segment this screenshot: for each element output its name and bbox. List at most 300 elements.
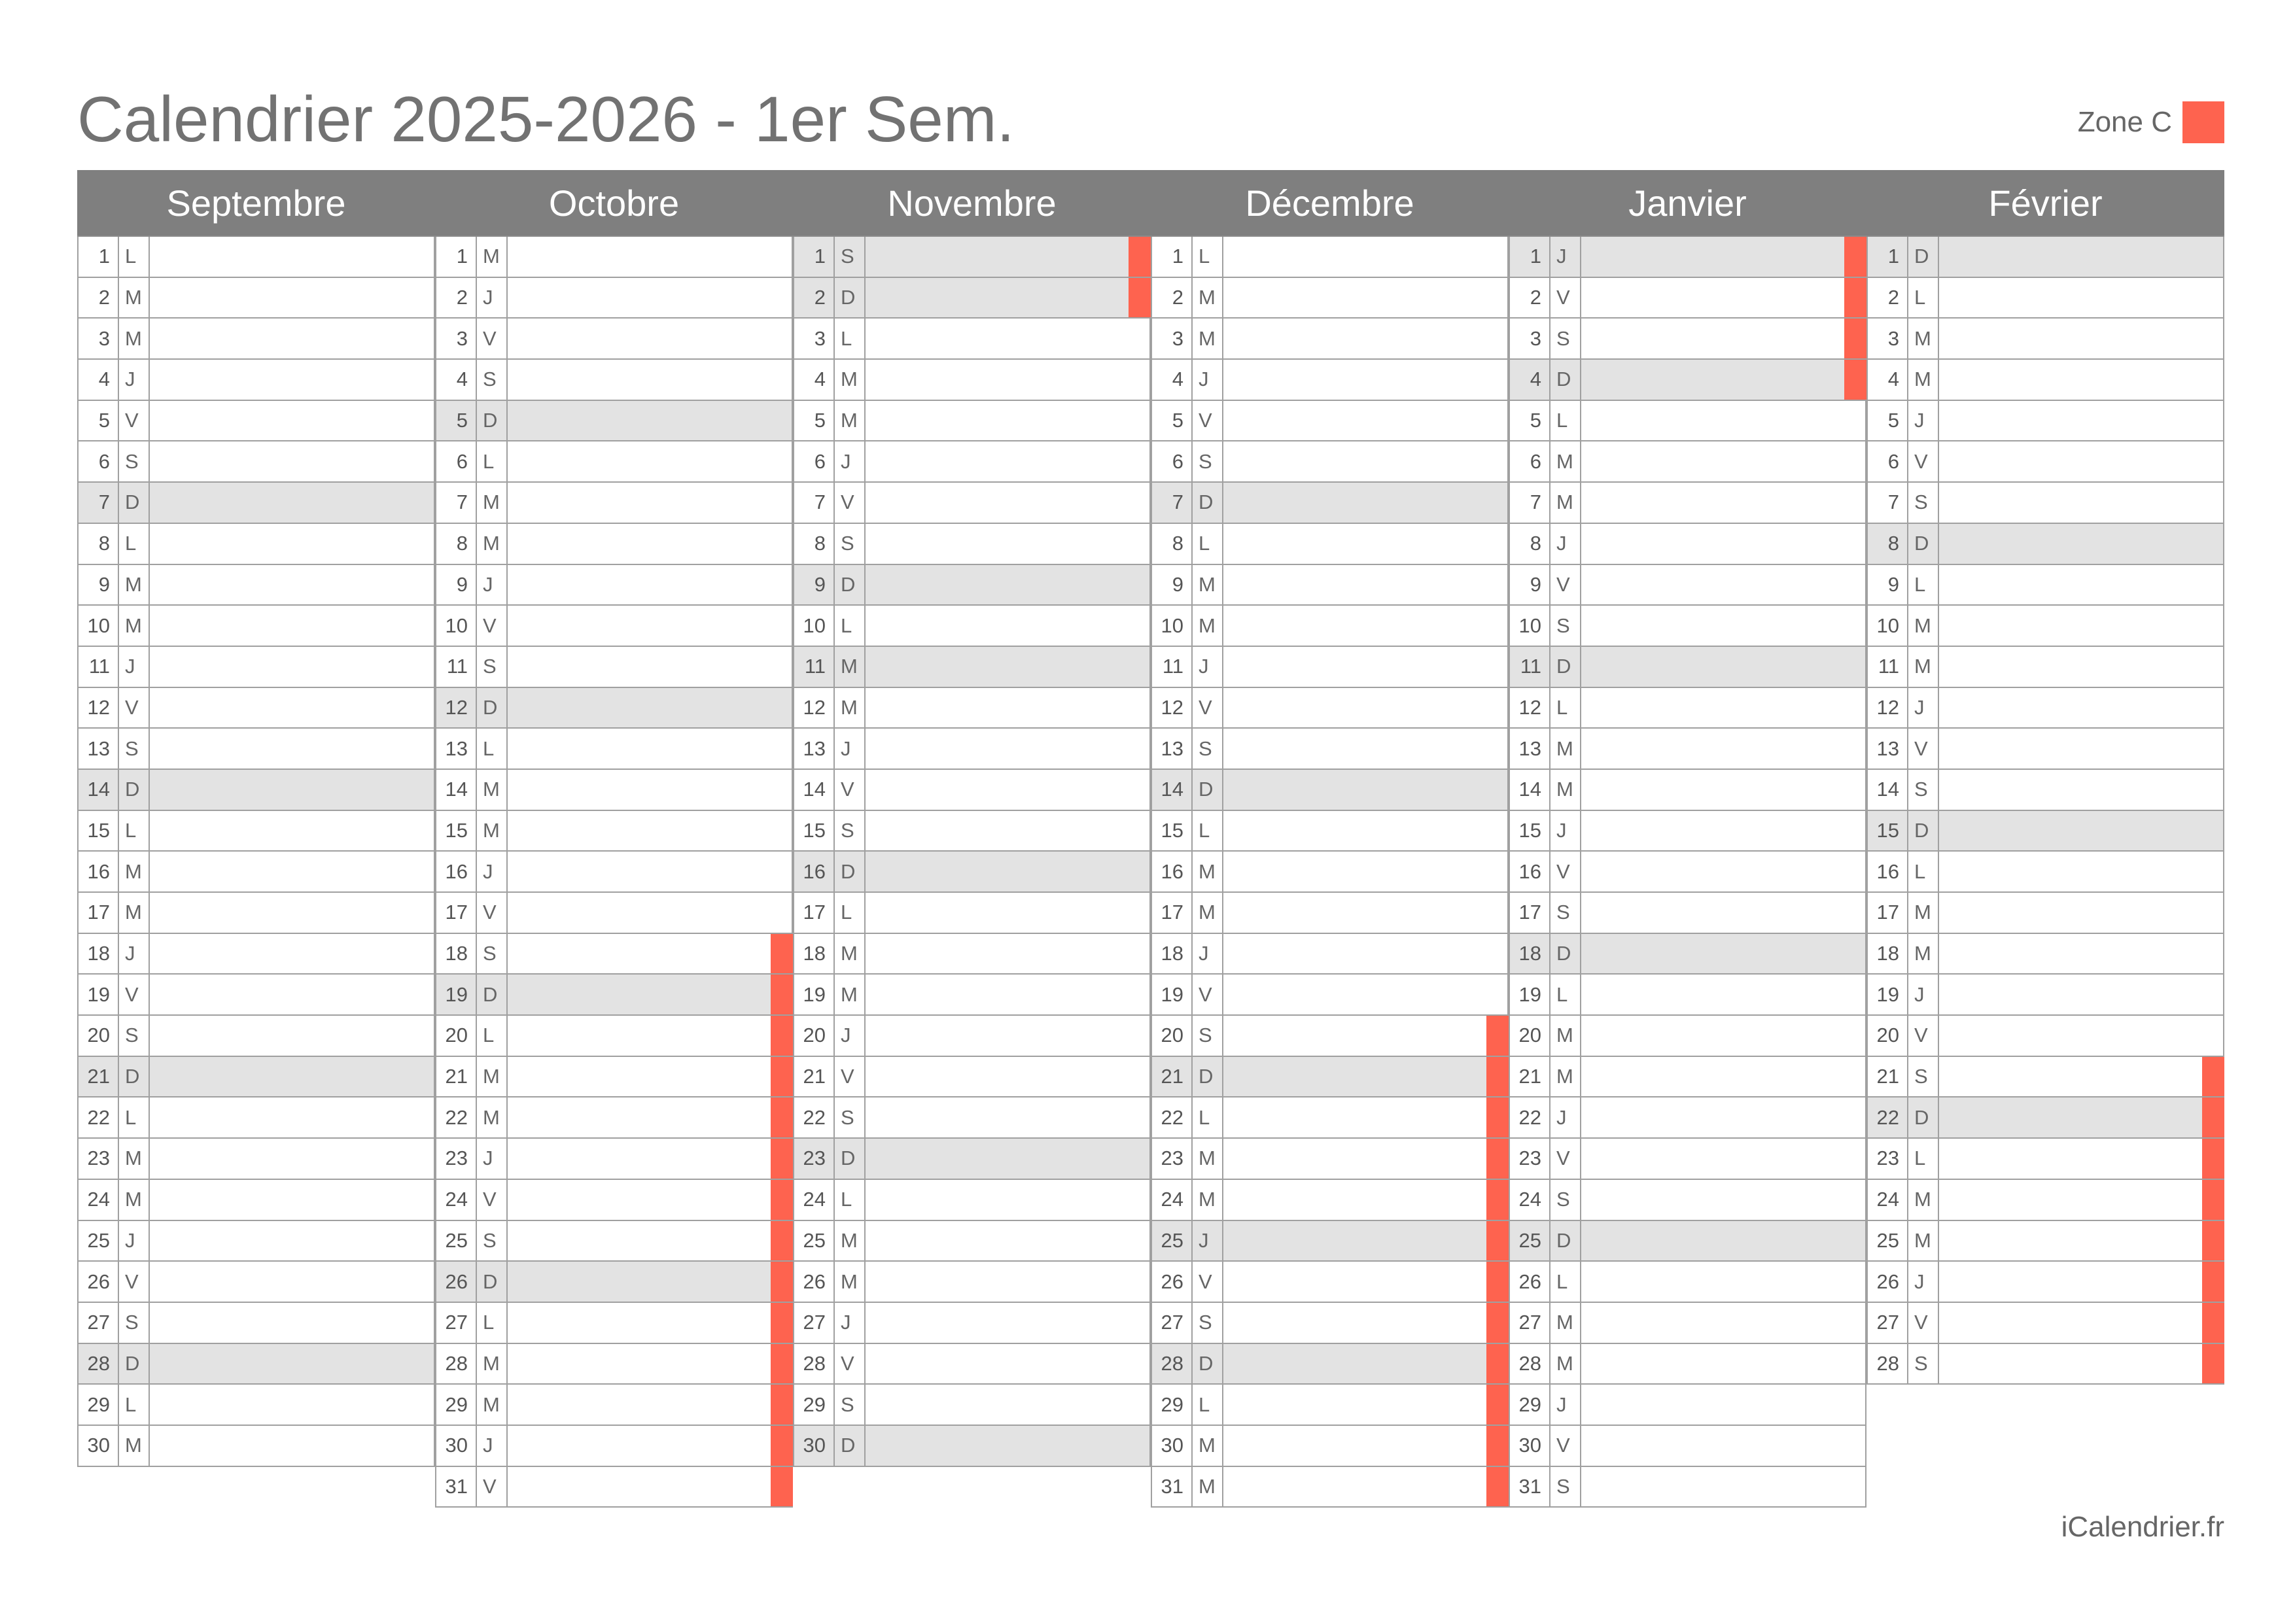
day-number: 15 [793,811,835,851]
day-row [435,1180,793,1221]
month-header: Décembre [1151,170,1509,235]
day-row [1151,1097,1509,1139]
day-note-cell [150,483,435,523]
weekday-letter: D [1908,811,1939,851]
weekday-letter: V [119,1262,150,1302]
day-number: 13 [793,729,835,769]
day-note-cell [150,401,435,441]
day-note-cell [150,606,435,646]
day-number: 12 [793,688,835,728]
day-note-cell [150,1426,435,1466]
day-note-cell [508,606,793,646]
weekday-letter: V [835,1057,866,1097]
day-row [77,1057,435,1098]
weekday-letter: M [477,1385,508,1425]
weekday-letter: M [1193,319,1223,358]
day-row [1509,441,1866,483]
day-row [435,524,793,565]
day-number: 21 [77,1057,119,1097]
weekday-letter: S [1550,319,1581,358]
day-note-cell [1581,1221,1866,1261]
day-note-cell [1223,852,1509,891]
day-number: 25 [1866,1221,1908,1261]
weekday-letter: M [1193,1180,1223,1220]
day-number: 23 [793,1139,835,1179]
day-number: 20 [77,1016,119,1056]
day-row [1151,811,1509,852]
day-number: 26 [1509,1262,1550,1302]
day-note-cell [866,770,1151,810]
weekday-letter: V [119,688,150,728]
day-note-cell [150,1221,435,1261]
day-number: 24 [793,1180,835,1220]
day-row [435,1385,793,1426]
day-note-cell [1581,1303,1866,1343]
day-note-cell [1223,975,1509,1014]
weekday-letter: L [477,441,508,481]
day-note-cell [866,360,1151,400]
day-note-cell [866,606,1151,646]
weekday-letter: M [477,237,508,277]
weekday-letter: M [477,1344,508,1384]
day-number: 2 [1151,278,1193,318]
weekday-letter: D [119,1057,150,1097]
day-number: 20 [793,1016,835,1056]
day-row [435,811,793,852]
day-note-cell [1939,278,2224,318]
day-row [1151,729,1509,770]
day-note-cell [1581,934,1866,974]
weekday-letter: M [835,360,866,400]
day-note-cell [508,319,793,358]
day-number: 17 [1866,893,1908,933]
day-row [1866,975,2224,1016]
day-note-cell [1581,770,1866,810]
day-number: 22 [1151,1097,1193,1137]
weekday-letter: V [1550,1139,1581,1179]
weekday-letter: M [119,565,150,605]
weekday-letter: S [477,1221,508,1261]
day-note-cell [866,893,1151,933]
weekday-letter: V [119,975,150,1014]
day-number: 14 [1151,770,1193,810]
day-row [435,1303,793,1344]
day-number: 25 [435,1221,477,1261]
day-number: 17 [793,893,835,933]
day-row [77,565,435,606]
day-row [1151,1016,1509,1057]
weekday-letter: V [1908,441,1939,481]
day-row [793,1139,1151,1180]
day-note-cell [1581,811,1866,851]
weekday-letter: M [477,483,508,523]
day-row [1151,1262,1509,1303]
month-column [77,170,435,1467]
day-row [77,688,435,729]
weekday-letter: S [1550,1180,1581,1220]
day-row [1509,1344,1866,1385]
day-row [1509,360,1866,401]
day-row [793,1385,1151,1426]
day-number: 10 [435,606,477,646]
day-note-cell [866,319,1151,358]
page-title: Calendrier 2025-2026 - 1er Sem. [77,83,1015,155]
day-row [1866,278,2224,319]
weekday-letter: J [1908,975,1939,1014]
day-row [1866,811,2224,852]
month-header: Septembre [77,170,435,235]
weekday-letter: M [477,1057,508,1097]
weekday-letter: S [1908,1057,1939,1097]
day-note-cell [150,319,435,358]
day-row [435,729,793,770]
day-row [77,893,435,934]
weekday-letter: D [1193,483,1223,523]
day-note-cell [508,1262,793,1302]
day-note-cell [1223,1385,1509,1425]
day-number: 29 [793,1385,835,1425]
day-number: 26 [77,1262,119,1302]
day-row [1509,811,1866,852]
day-note-cell [866,1426,1151,1466]
day-note-cell [150,647,435,687]
day-number: 15 [435,811,477,851]
day-row [1509,770,1866,811]
weekday-letter: S [1908,770,1939,810]
day-note-cell [866,1180,1151,1220]
weekday-letter: L [1908,852,1939,891]
month-header: Février [1866,170,2224,235]
day-note-cell [1223,1262,1509,1302]
day-number: 8 [1866,524,1908,564]
day-number: 16 [77,852,119,891]
day-number: 6 [793,441,835,481]
day-row [1509,1385,1866,1426]
day-number: 1 [77,237,119,277]
weekday-letter: V [1908,1016,1939,1056]
weekday-letter: J [835,729,866,769]
day-note-cell [1581,1180,1866,1220]
day-number: 20 [435,1016,477,1056]
weekday-letter: M [119,606,150,646]
day-row [1866,1303,2224,1344]
day-row [1866,934,2224,975]
legend-swatch [2182,101,2224,143]
weekday-letter: V [835,770,866,810]
day-number: 14 [793,770,835,810]
day-number: 4 [435,360,477,400]
day-number: 27 [1151,1303,1193,1343]
day-row [435,1262,793,1303]
day-note-cell [1581,319,1866,358]
day-note-cell [150,1344,435,1384]
day-note-cell [508,1344,793,1384]
day-row [1151,1180,1509,1221]
day-note-cell [866,1097,1151,1137]
day-number: 13 [77,729,119,769]
day-row [1151,975,1509,1016]
weekday-letter: S [1193,441,1223,481]
day-row [793,483,1151,524]
day-number: 8 [1151,524,1193,564]
weekday-letter: L [1193,1385,1223,1425]
weekday-letter: D [835,1426,866,1466]
day-number: 4 [793,360,835,400]
weekday-letter: M [1193,278,1223,318]
day-number: 29 [1151,1385,1193,1425]
day-number: 11 [793,647,835,687]
day-row [435,975,793,1016]
day-number: 29 [435,1385,477,1425]
day-row [1509,1426,1866,1467]
day-note-cell [1223,401,1509,441]
day-note-cell [866,1016,1151,1056]
day-row [1509,319,1866,360]
day-row [793,401,1151,442]
weekday-letter: V [835,483,866,523]
day-number: 28 [1866,1344,1908,1384]
day-number: 27 [77,1303,119,1343]
day-number: 9 [77,565,119,605]
day-note-cell [150,1016,435,1056]
day-note-cell [1939,360,2224,400]
day-row [793,237,1151,278]
day-note-cell [150,1097,435,1137]
day-note-cell [866,278,1151,318]
weekday-letter: D [477,688,508,728]
day-row [435,483,793,524]
day-note-cell [508,441,793,481]
day-number: 30 [793,1426,835,1466]
weekday-letter: M [1550,1303,1581,1343]
day-number: 1 [1866,237,1908,277]
day-note-cell [508,278,793,318]
weekday-letter: S [1908,1344,1939,1384]
weekday-letter: M [1550,441,1581,481]
day-number: 8 [1509,524,1550,564]
day-number: 13 [1866,729,1908,769]
day-number: 25 [1509,1221,1550,1261]
weekday-letter: S [477,934,508,974]
day-row [435,852,793,893]
weekday-letter: J [477,852,508,891]
day-note-cell [508,1467,793,1507]
day-row [435,1221,793,1262]
day-number: 2 [435,278,477,318]
day-number: 9 [793,565,835,605]
day-row [1509,1016,1866,1057]
day-note-cell [1581,278,1866,318]
weekday-letter: M [835,647,866,687]
month-column [1151,170,1509,1508]
day-note-cell [866,729,1151,769]
day-number: 3 [77,319,119,358]
weekday-letter: S [477,360,508,400]
day-note-cell [150,688,435,728]
day-number: 18 [1509,934,1550,974]
day-note-cell [1939,688,2224,728]
weekday-letter: S [1550,606,1581,646]
weekday-letter: S [1908,483,1939,523]
day-row [435,278,793,319]
day-note-cell [866,1139,1151,1179]
day-note-cell [150,893,435,933]
day-row [435,1057,793,1098]
day-number: 21 [435,1057,477,1097]
weekday-letter: M [119,278,150,318]
day-row [1151,770,1509,811]
day-number: 28 [1509,1344,1550,1384]
day-note-cell [1223,441,1509,481]
day-note-cell [1223,606,1509,646]
day-number: 16 [793,852,835,891]
day-note-cell [1223,524,1509,564]
weekday-letter: V [477,893,508,933]
weekday-letter: M [1550,729,1581,769]
day-note-cell [1939,606,2224,646]
weekday-letter: M [477,524,508,564]
weekday-letter: S [1193,1303,1223,1343]
day-row [1509,729,1866,770]
day-note-cell [1223,1057,1509,1097]
day-number: 30 [435,1426,477,1466]
day-row [1866,1180,2224,1221]
day-number: 24 [1151,1180,1193,1220]
day-row [77,278,435,319]
day-number: 19 [1509,975,1550,1014]
day-number: 30 [77,1426,119,1466]
day-note-cell [1939,729,2224,769]
weekday-letter: S [835,1097,866,1137]
weekday-letter: M [477,1097,508,1137]
weekday-letter: L [1908,278,1939,318]
day-note-cell [1581,1467,1866,1507]
weekday-letter: M [119,1426,150,1466]
day-number: 8 [77,524,119,564]
day-number: 3 [1866,319,1908,358]
day-number: 25 [1151,1221,1193,1261]
day-row [1866,893,2224,934]
day-row [77,975,435,1016]
day-number: 16 [1866,852,1908,891]
day-number: 21 [1866,1057,1908,1097]
day-number: 22 [435,1097,477,1137]
day-note-cell [1939,565,2224,605]
day-row [77,401,435,442]
day-note-cell [1939,483,2224,523]
weekday-letter: V [1550,1426,1581,1466]
day-note-cell [150,237,435,277]
day-note-cell [1581,606,1866,646]
day-note-cell [1939,1097,2224,1137]
day-row [793,647,1151,688]
day-row [1509,237,1866,278]
day-row [793,319,1151,360]
day-number: 16 [435,852,477,891]
weekday-letter: M [1550,770,1581,810]
day-note-cell [1939,1016,2224,1056]
day-number: 21 [1151,1057,1193,1097]
day-note-cell [1581,975,1866,1014]
day-row [1151,893,1509,934]
day-note-cell [508,1221,793,1261]
day-number: 9 [1151,565,1193,605]
day-number: 19 [77,975,119,1014]
day-number: 8 [435,524,477,564]
day-number: 17 [1151,893,1193,933]
day-note-cell [508,1180,793,1220]
weekday-letter: L [119,811,150,851]
day-row [793,1426,1151,1467]
day-number: 24 [1509,1180,1550,1220]
day-row [1866,647,2224,688]
day-note-cell [508,1016,793,1056]
day-row [793,852,1151,893]
day-row [793,360,1151,401]
weekday-letter: L [835,1180,866,1220]
weekday-letter: M [1193,565,1223,605]
day-row [1151,1221,1509,1262]
day-row [793,934,1151,975]
day-row [1866,237,2224,278]
weekday-letter: M [835,1221,866,1261]
weekday-letter: V [477,319,508,358]
weekday-letter: J [1550,1385,1581,1425]
day-row [77,811,435,852]
day-number: 9 [435,565,477,605]
day-number: 17 [435,893,477,933]
days-list [1509,235,1866,1508]
day-number: 3 [435,319,477,358]
day-note-cell [150,729,435,769]
day-number: 10 [77,606,119,646]
weekday-letter: L [119,1385,150,1425]
day-row [1151,1303,1509,1344]
weekday-letter: M [477,811,508,851]
day-number: 29 [77,1385,119,1425]
weekday-letter: M [119,1139,150,1179]
day-number: 12 [1151,688,1193,728]
day-number: 18 [793,934,835,974]
day-row [1151,319,1509,360]
day-number: 1 [1151,237,1193,277]
day-number: 2 [793,278,835,318]
day-note-cell [866,975,1151,1014]
day-note-cell [150,934,435,974]
day-number: 11 [1151,647,1193,687]
weekday-letter: J [835,1303,866,1343]
weekday-letter: V [1908,729,1939,769]
day-note-cell [150,811,435,851]
day-note-cell [1223,1303,1509,1343]
day-row [435,1426,793,1467]
day-note-cell [866,647,1151,687]
day-row [1509,975,1866,1016]
day-row [435,1344,793,1385]
day-note-cell [866,401,1151,441]
day-row [1866,606,2224,647]
month-column [435,170,793,1508]
days-list [793,235,1151,1467]
weekday-letter: M [119,852,150,891]
day-note-cell [1939,1057,2224,1097]
day-number: 6 [77,441,119,481]
day-number: 6 [1151,441,1193,481]
day-number: 22 [1866,1097,1908,1137]
month-column [1866,170,2224,1385]
day-number: 17 [77,893,119,933]
weekday-letter: M [1550,1057,1581,1097]
